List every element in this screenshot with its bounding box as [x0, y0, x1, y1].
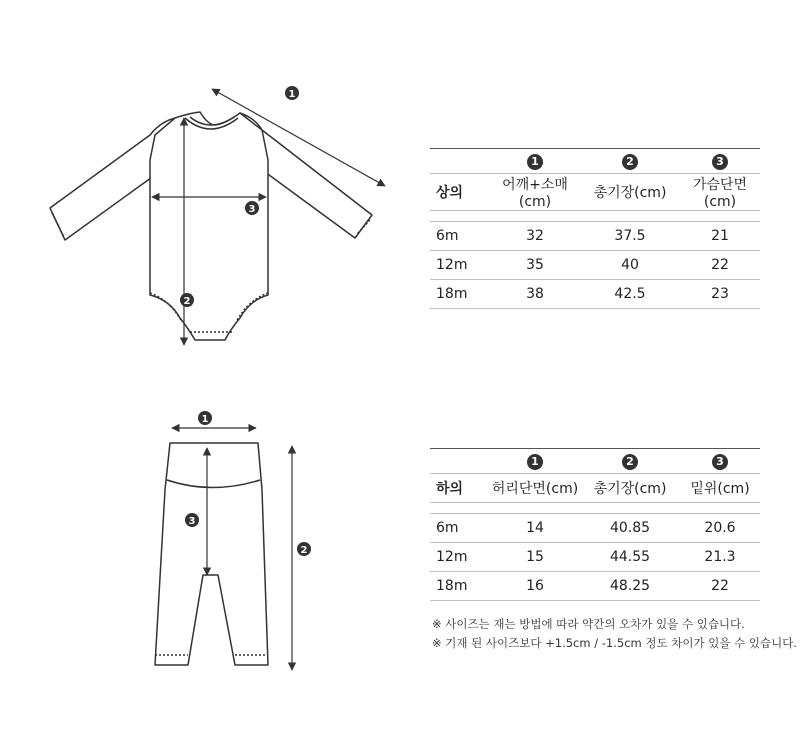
table-cell: 14 — [490, 514, 580, 543]
table-cell: 37.5 — [580, 222, 680, 251]
table-row — [430, 572, 760, 601]
column-header: 어깨+소매(cm) — [490, 174, 580, 211]
top-header-row — [430, 174, 760, 211]
size-label: 18m — [430, 572, 490, 601]
svg-text:2: 2 — [300, 545, 308, 556]
svg-text:3: 3 — [188, 516, 196, 527]
size-label: 6m — [430, 514, 490, 543]
bodysuit-badge-2 — [180, 293, 194, 307]
column-header: 허리단면(cm) — [490, 474, 580, 503]
pants-badge-3 — [185, 513, 199, 527]
bottom-size-table — [430, 448, 760, 601]
bodysuit-badge-3 — [245, 201, 259, 215]
table-cell: 44.55 — [580, 543, 680, 572]
marker-badge: 1 — [527, 154, 543, 170]
table-cell: 16 — [490, 572, 580, 601]
bottom-header-row — [430, 474, 760, 503]
table-cell: 40 — [580, 251, 680, 280]
table-row — [430, 280, 760, 309]
pants-badge-1 — [198, 411, 212, 425]
svg-text:1: 1 — [288, 89, 296, 100]
size-label: 18m — [430, 280, 490, 309]
table-cell: 21 — [680, 222, 760, 251]
size-label: 12m — [430, 251, 490, 280]
table-cell: 32 — [490, 222, 580, 251]
table-cell: 48.25 — [580, 572, 680, 601]
table-cell: 38 — [490, 280, 580, 309]
pants-badge-2 — [297, 542, 311, 556]
size-label: 12m — [430, 543, 490, 572]
marker-badge: 3 — [712, 154, 728, 170]
column-header: 밑위(cm) — [680, 474, 760, 503]
bodysuit-badge-1 — [285, 86, 299, 100]
marker-badge: 2 — [622, 454, 638, 470]
size-label: 6m — [430, 222, 490, 251]
table-cell: 22 — [680, 251, 760, 280]
top-category-label: 상의 — [430, 174, 490, 211]
bottom-category-label: 하의 — [430, 474, 490, 503]
table-cell: 42.5 — [580, 280, 680, 309]
table-cell: 23 — [680, 280, 760, 309]
bodysuit-drawing — [50, 112, 372, 340]
top-marker-row — [430, 149, 760, 174]
marker-badge: 2 — [622, 154, 638, 170]
marker-badge: 1 — [527, 454, 543, 470]
table-row — [430, 514, 760, 543]
table-cell: 35 — [490, 251, 580, 280]
svg-text:3: 3 — [248, 204, 256, 215]
marker-badge: 3 — [712, 454, 728, 470]
table-row — [430, 251, 760, 280]
table-cell: 21.3 — [680, 543, 760, 572]
note-line: ※ 사이즈는 재는 방법에 따라 약간의 오차가 있을 수 있습니다. — [432, 617, 745, 631]
size-notes — [432, 615, 797, 653]
bottom-marker-row — [430, 449, 760, 474]
pants-drawing — [155, 443, 268, 665]
column-header: 총기장(cm) — [580, 174, 680, 211]
table-row — [430, 543, 760, 572]
note-line: ※ 기재 된 사이즈보다 +1.5cm / -1.5cm 정도 차이가 있을 수 있습니다. — [432, 636, 797, 650]
column-header: 총기장(cm) — [580, 474, 680, 503]
table-cell: 15 — [490, 543, 580, 572]
table-cell: 20.6 — [680, 514, 760, 543]
svg-text:2: 2 — [183, 296, 191, 307]
column-header: 가슴단면(cm) — [680, 174, 760, 211]
table-cell: 22 — [680, 572, 760, 601]
table-cell: 40.85 — [580, 514, 680, 543]
top-size-table — [430, 148, 760, 309]
svg-text:1: 1 — [201, 414, 209, 425]
table-row — [430, 222, 760, 251]
